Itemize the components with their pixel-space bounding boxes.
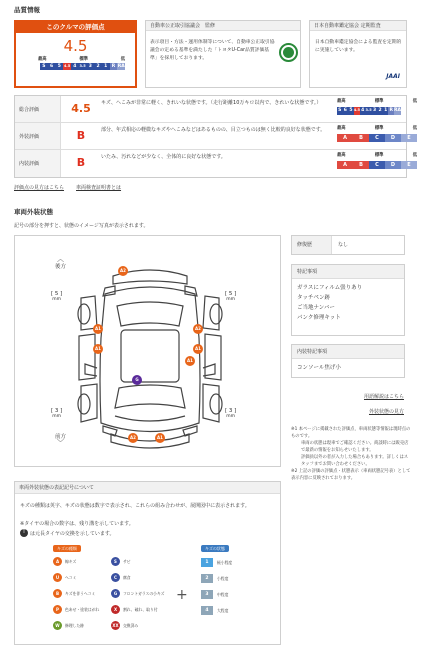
legend-type-code: XX — [112, 623, 119, 628]
legend-type-name: 色あせ・塗装はがれ — [65, 606, 100, 612]
special-notes-box — [291, 264, 405, 336]
fair-trade-header: 自動車公正取引協議会 監修 — [146, 21, 300, 31]
interior-notes-box — [291, 344, 405, 378]
scale-value: 4.5 — [63, 64, 71, 68]
scale-value: 1 — [384, 108, 388, 113]
legend-type-name: 腐食 — [123, 574, 131, 580]
row-exterior — [15, 123, 417, 150]
scale-value: 3.5 — [79, 64, 86, 68]
legend-state-item — [201, 606, 228, 615]
damage-marker-front-left[interactable]: A2 — [128, 433, 138, 443]
evaluation-guide-link[interactable]: 評価点の見方はこちら — [14, 185, 65, 191]
scale-letter: B — [353, 134, 369, 142]
row-exterior-letter-scale — [337, 134, 417, 142]
scale-letter: E — [401, 134, 417, 142]
legend-type-name: フロントガラスの小キズ — [123, 590, 165, 596]
scale-low-label: 低 — [412, 99, 417, 104]
repair-history-value: なし — [338, 242, 349, 248]
rating-scale-bar — [40, 63, 125, 70]
row-overall-label: 総合評価 — [15, 96, 61, 122]
certificate-link[interactable]: 車両検査証明書とは — [76, 185, 122, 191]
scale-value: 3 — [86, 63, 94, 70]
ruler-top-right: [ 5 ] mm — [225, 291, 237, 302]
fair-trade-seal-icon — [279, 43, 298, 62]
rating-card — [14, 20, 137, 88]
damage-marker-front-right[interactable]: A1 — [155, 433, 165, 443]
damage-marker-right-door[interactable]: A1 — [185, 356, 195, 366]
scale-value: RA — [117, 64, 125, 69]
scale-value: 6 — [48, 63, 56, 70]
scale-value: 2 — [378, 108, 382, 113]
exterior-subtitle: 記号の部分を押すと、状態のイメージ写真が表示されます。 — [14, 223, 149, 229]
legend-type-item — [111, 621, 138, 630]
scale-std-label: 標準 — [374, 153, 384, 158]
row-overall-scale-bar — [337, 107, 401, 115]
front-arrow-icon: ﹀ — [57, 439, 64, 447]
scale-letter: A — [337, 134, 353, 142]
legend-state-num: 3 — [201, 590, 213, 599]
scale-letter: B — [353, 161, 369, 169]
legend-state-name: 小程度 — [217, 575, 229, 581]
special-note-item: ガラスにフィルム張りあり — [297, 285, 363, 291]
plus-icon: + — [176, 587, 188, 603]
rear-arrow-icon: ︿ — [57, 255, 64, 263]
row-interior-label: 内装評価 — [15, 150, 61, 177]
jaai-box — [309, 20, 407, 88]
scale-letter: C — [369, 134, 385, 142]
legend-type-code: W — [53, 621, 62, 630]
ruler-bottom-left: [ 3 ] mm — [51, 408, 63, 419]
footnote-1b: 車両の状態は現車でご確認ください。商談時には販売店で最新の情報をお知らせいたします。 — [301, 441, 409, 453]
legend-type-item — [111, 589, 164, 598]
special-note-item: ご当地ナンバー — [297, 305, 335, 311]
special-note-item: タッチペン跡 — [297, 295, 331, 301]
legend-type-name: 交換済み — [123, 622, 139, 628]
exterior-title: 車両外装状態 — [14, 208, 53, 216]
rating-score: 4.5 — [63, 37, 88, 55]
legend-type-item — [111, 557, 131, 566]
glossary-link[interactable]: 用語解説はこちら — [363, 394, 404, 400]
legend-box — [14, 481, 281, 645]
row-interior-desc: いたみ、汚れなどが少なく、全体的に良好な状態です。 — [101, 154, 226, 160]
legend-state-item — [201, 558, 232, 567]
scale-value: 1 — [102, 63, 110, 70]
scale-value: 4.5 — [354, 107, 360, 115]
scale-value: 2 — [94, 63, 102, 70]
legend-text-3: T は元長タイヤの交換を示しています。 — [20, 529, 115, 537]
exterior-guide-link[interactable]: 外装状態の見方 — [368, 409, 404, 415]
ruler-top-left: [ 5 ] mm — [51, 291, 63, 302]
fair-trade-council-box — [145, 20, 301, 88]
ruler-bottom-right: [ 3 ] mm — [225, 408, 237, 419]
special-note-item: パンク修理キット — [297, 315, 341, 321]
legend-type-name: サビ — [123, 558, 131, 564]
scale-value: 6 — [343, 108, 347, 113]
damage-marker-left-mid[interactable]: A1 — [93, 344, 103, 354]
row-exterior-scale-title — [337, 125, 417, 131]
footnote-1c: 評価員以外の者が入力した場合もあります。詳しくはスタッフまでお問い合わせください。 — [301, 455, 409, 467]
legend-state-num: 4 — [201, 606, 213, 615]
repair-history-box — [291, 235, 405, 255]
car-outline-diagram — [75, 258, 225, 458]
scale-low-label: 低 — [412, 126, 417, 131]
scale-letter: D — [385, 161, 401, 169]
legend-type-name: 割れ、破れ、取り付 — [123, 606, 158, 612]
info-links — [14, 184, 121, 191]
scale-high-label: 最高 — [38, 57, 47, 62]
legend-type-code: B — [53, 589, 62, 598]
scale-value: S — [40, 63, 48, 70]
scale-letter: C — [369, 161, 385, 169]
damage-marker-rear[interactable]: A2 — [118, 266, 128, 276]
scale-value: 5 — [349, 108, 353, 113]
jaai-text: 日本自動車鑑定協会による監査を定期的に実施しています。 — [315, 40, 402, 53]
row-exterior-desc: 部分、年式相応の軽微なキズやへこみなどはあるものの、目立つものは無く比較的良好な状態です。 — [101, 127, 326, 133]
row-interior-letter-scale — [337, 161, 417, 169]
legend-type-name: 修理した跡 — [65, 622, 84, 628]
legend-type-item — [111, 605, 158, 614]
scale-value: R — [110, 63, 118, 70]
legend-type-name: へコミ — [65, 574, 77, 580]
legend-type-item — [111, 573, 131, 582]
scale-value: RA — [394, 108, 401, 113]
section-title-quality: 品質情報 — [14, 6, 40, 14]
row-overall — [15, 96, 417, 123]
scale-value: S — [338, 108, 342, 113]
row-interior — [15, 150, 417, 177]
evaluation-table — [14, 95, 417, 178]
legend-type-code: X — [111, 605, 120, 614]
legend-state-item — [201, 574, 228, 583]
footnote-1: ※1 本ページに掲載された評価点、車両状態等情報は現時点のものです。 — [291, 427, 411, 439]
scale-value: 4 — [71, 63, 79, 70]
legend-type-code: U — [53, 573, 62, 582]
scale-high-label: 最高 — [337, 126, 346, 131]
row-exterior-grade: B — [76, 129, 86, 142]
states-header: キズの状態 — [201, 545, 229, 552]
special-notes-header: 特記事項 — [292, 265, 404, 279]
row-interior-grade: B — [76, 156, 86, 169]
legend-state-name: 中程度 — [217, 591, 229, 597]
interior-notes-header: 内装特記事項 — [292, 345, 404, 359]
legend-type-code: P — [53, 605, 62, 614]
scale-letter: A — [337, 161, 353, 169]
scale-high-label: 最高 — [337, 99, 346, 104]
jaai-logo: JAAI — [386, 73, 400, 80]
types-header: キズの種類 — [53, 545, 81, 552]
scale-low-label: 低 — [120, 57, 125, 62]
scale-std-label: 標準 — [79, 57, 88, 62]
legend-type-item — [53, 557, 76, 566]
scale-value: 5 — [55, 63, 63, 70]
legend-type-item — [53, 605, 99, 614]
scale-value: 4 — [361, 108, 365, 113]
legend-type-name: 線キズ — [65, 558, 77, 564]
legend-type-code: A — [53, 557, 62, 566]
row-exterior-label: 外装評価 — [15, 123, 61, 149]
damage-marker-windshield[interactable]: G — [132, 375, 142, 385]
row-overall-grade: 4.5 — [71, 102, 91, 115]
row-interior-scale-title — [337, 152, 417, 158]
legend-type-item — [53, 621, 84, 630]
front-label: 前方 ﹀ — [55, 434, 67, 447]
damage-marker-right-mid[interactable]: A1 — [193, 344, 203, 354]
row-overall-desc: キズ、へこみが非常に軽く、きれいな状態です。（走行距離10万キロ以内で、きれいな状態です。） — [101, 100, 322, 106]
legend-type-name: キズを伴うヘコミ — [65, 590, 96, 596]
row-overall-scale-title — [337, 98, 417, 104]
rating-card-header: このクルマの評価点 — [16, 22, 135, 33]
legend-state-num: 2 — [201, 574, 213, 583]
legend-type-code: S — [111, 557, 120, 566]
scale-std-label: 標準 — [374, 99, 384, 104]
legend-state-num: 1 — [201, 558, 213, 567]
scale-letter: D — [385, 134, 401, 142]
legend-type-item — [53, 573, 76, 582]
legend-title: 車両外装状態の表記記号について — [15, 482, 280, 494]
legend-type-code: C — [111, 573, 120, 582]
damage-marker-left-rear[interactable]: A1 — [93, 324, 103, 334]
jaai-header: 日本自動車鑑定協会 定期監査 — [310, 21, 406, 31]
scale-low-label: 低 — [412, 153, 417, 158]
scale-value: 3 — [372, 108, 377, 113]
legend-text-1: キズの種類は英字、キズの状態は数字で表示され、これらの組み合わせが、展開図中に表示されます。 — [20, 503, 250, 509]
footnotes — [291, 426, 411, 482]
scale-letter: E — [401, 161, 417, 169]
scale-value: 3.5 — [366, 107, 372, 115]
damage-marker-right-rear[interactable]: A2 — [193, 324, 203, 334]
scale-high-label: 最高 — [337, 153, 346, 158]
legend-state-item — [201, 590, 228, 599]
legend-state-name: 大程度 — [217, 607, 229, 613]
tire-symbol-icon: T — [20, 529, 28, 537]
scale-std-label: 標準 — [374, 126, 384, 131]
legend-type-code: G — [111, 589, 120, 598]
scale-value: R — [389, 108, 393, 113]
legend-text-2: ※タイヤの場合の数字は、残り溝を示しています。 — [20, 521, 134, 527]
legend-state-name: 極小程度 — [217, 559, 233, 565]
car-diagram-box — [14, 235, 281, 467]
legend-type-item — [53, 589, 95, 598]
rear-label: ︿ 後方 — [55, 255, 67, 270]
footnote-2: ※2 上記の評価の評価点・状態表示（車両状態記号表）として表示内容に反映されております。 — [291, 469, 411, 481]
repair-history-label: 修復歴 — [292, 236, 332, 254]
fair-trade-text: 表示項目・方法・運用体制等について、自動車公正取引協議会の定める基準を満たした「トヨタU-Car品質評価基準」を採用しております。 — [150, 40, 275, 61]
interior-notes-value: コンソール焦げ小 — [297, 365, 341, 371]
